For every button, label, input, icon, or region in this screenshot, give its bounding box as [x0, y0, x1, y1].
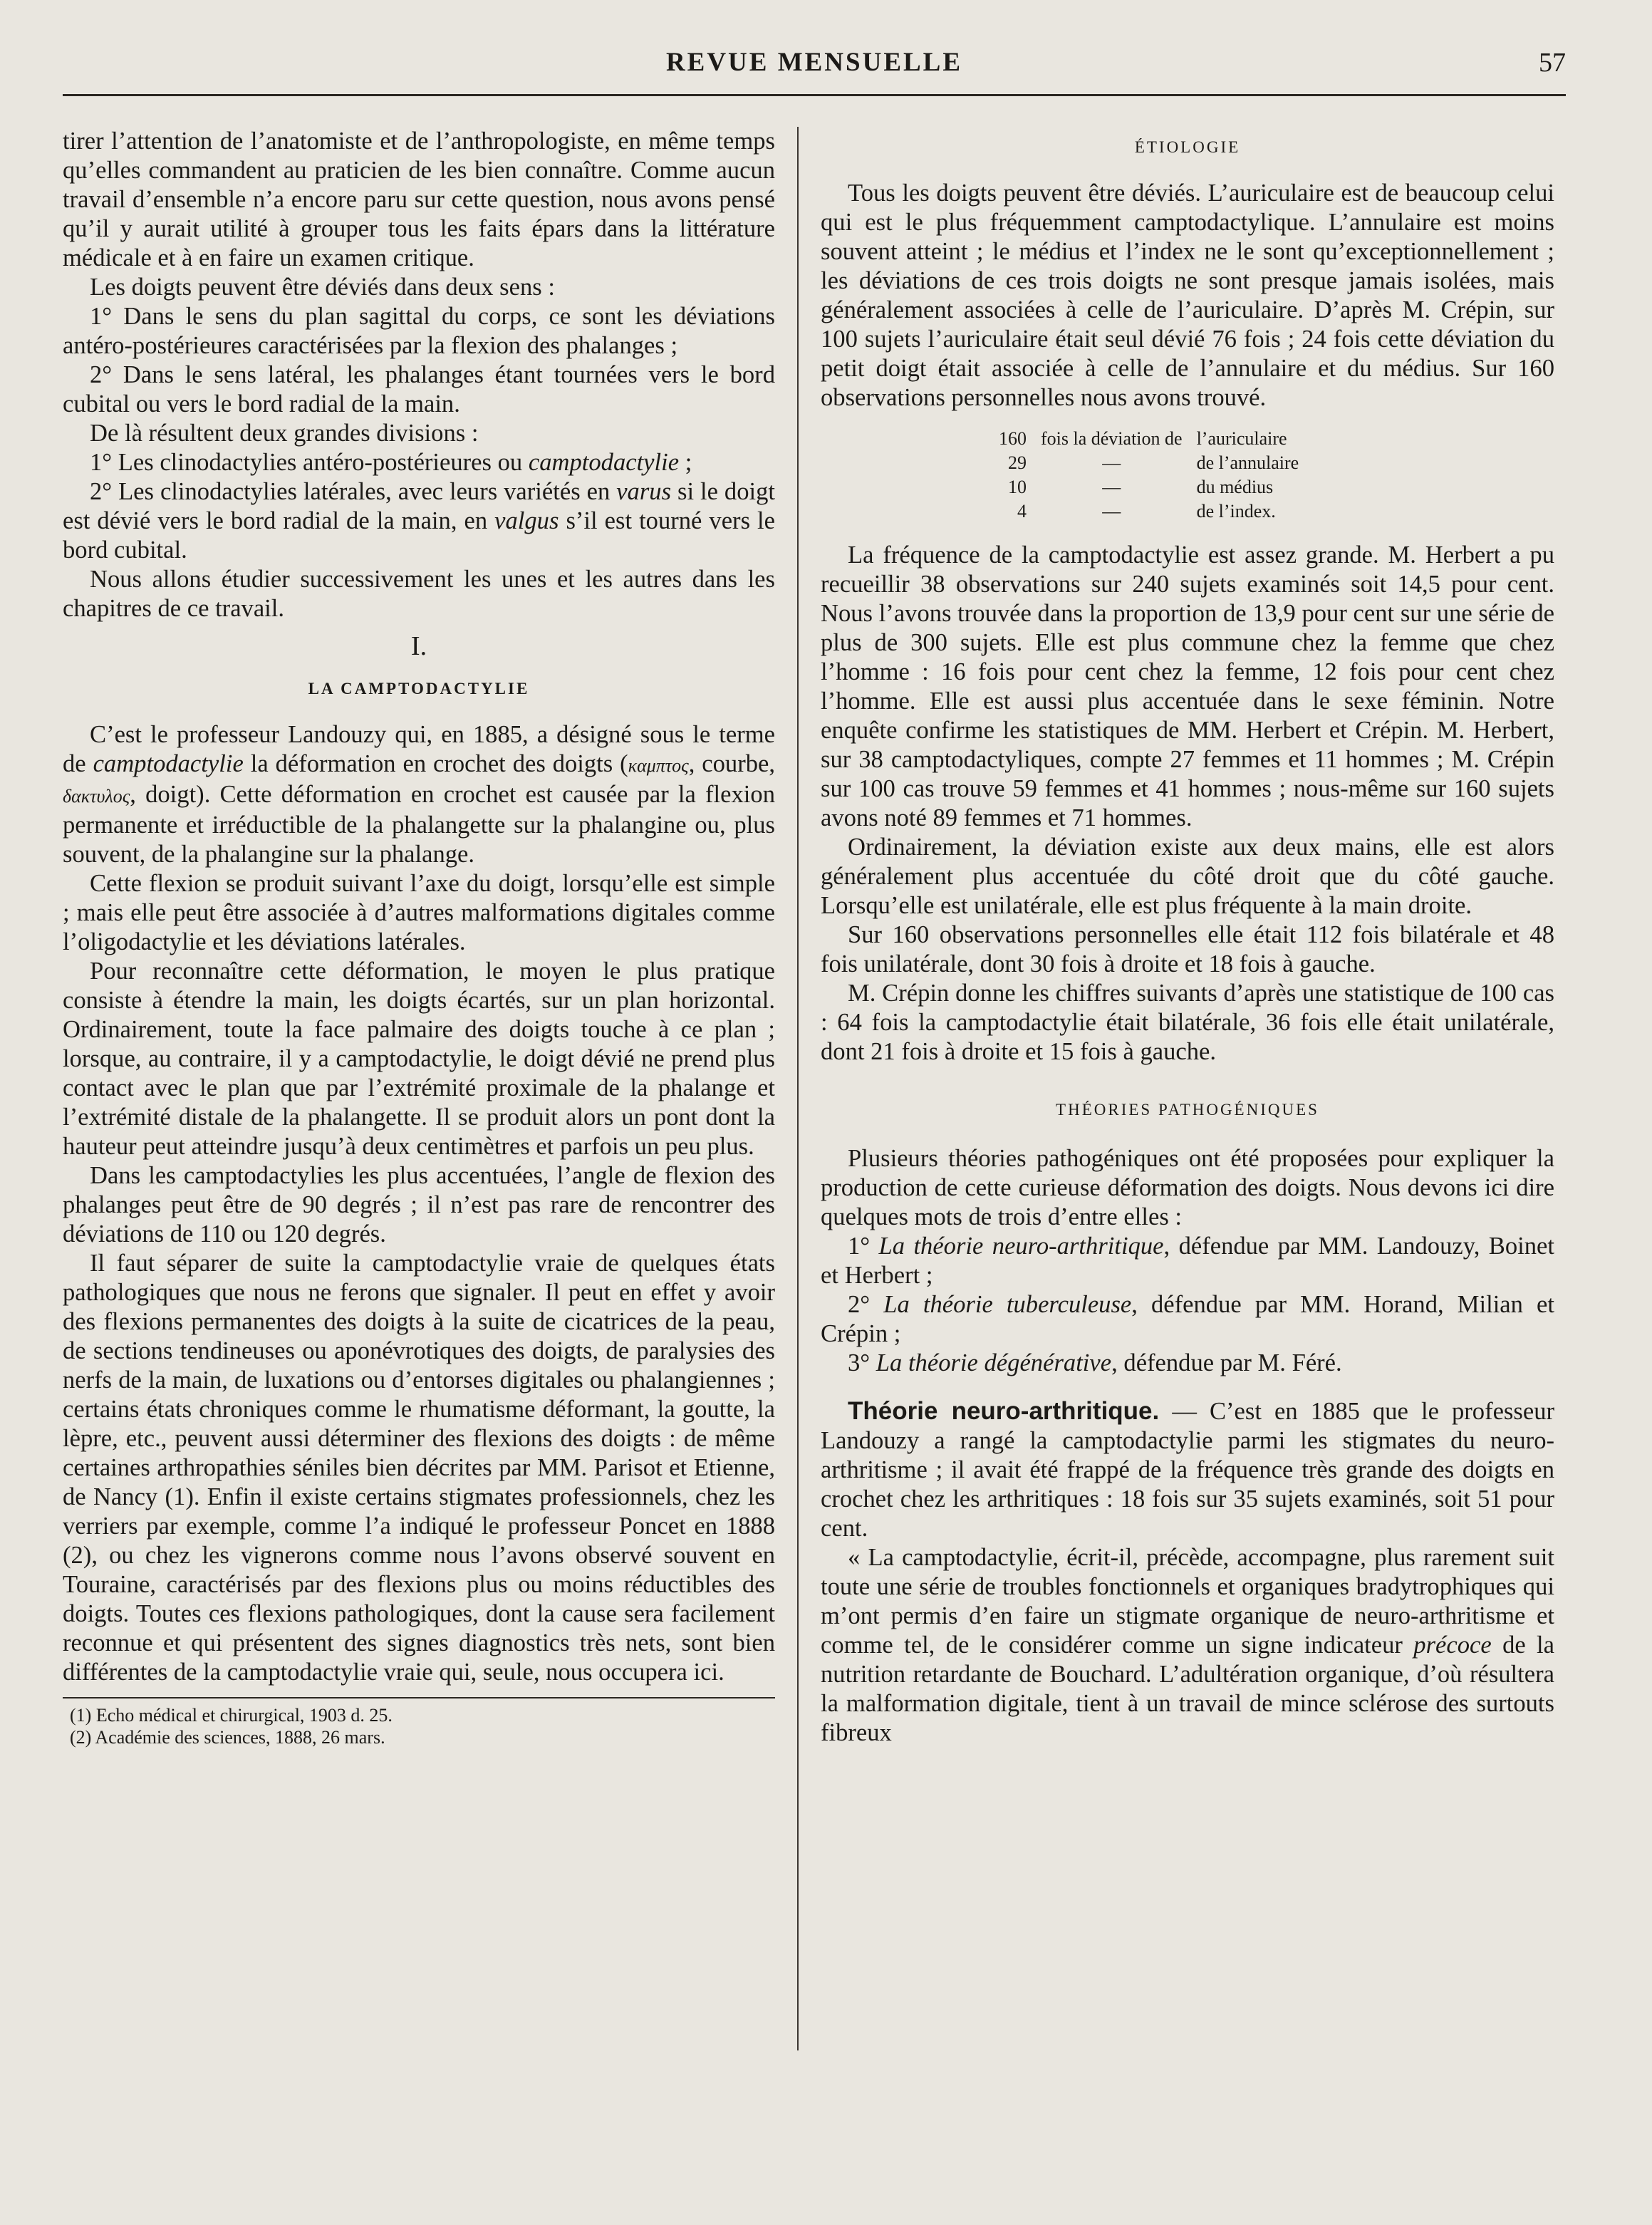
section-heading [63, 632, 775, 661]
section-title: LA CAMPTODACTYLIE [308, 680, 530, 697]
paragraph: Il faut séparer de suite la camptodactylie vraie de quelques états pathologiques que nous ne ferons que signaler. Il peut en effet y avoir des flexions permanentes des doigts à la suite de cicatrices de la peau, de sections tendineuses ou aponévrotiques des doigts, de paralysies des nerfs de la main, de luxations ou d’entorses digitales ou phalangiennes ; certains états chroniques comme le rhumatisme déformant, la goutte, la lèpre, etc., peuvent aussi déterminer des flexions des doigts : de même certaines arthropathies séniles bien décrites par MM. Parisot et Etienne, de Nancy (1). Enfin il existe certains stigmates professionnels, chez les verriers par exemple, comme l’a indiqué le professeur Poncet en 1888 (2), ou chez les vignerons comme nous l’avons observé souvent en Touraine, caractérisés par des flexions plus ou moins réductibles des doigts. Toutes ces flexions pathologiques, dont la cause sera facilement reconnue et qui présentent des signes diagnostics très nets, sont bien différentes de la camptodactylie vraie qui, seule, nous occupera ici. [63, 1250, 775, 1686]
spacer [821, 1378, 1554, 1396]
paragraph [821, 1396, 1554, 1543]
paragraph: Dans les camptodactylies les plus accentuées, l’angle de flexion des phalanges peut être de 90 degrés ; il n’est pas rare de rencontrer des déviations de 110 ou 120 degrés. [63, 1162, 775, 1248]
paragraph: 2° Dans le sens latéral, les phalanges étant tournées vers le bord cubital ou vers le bord radial de la main. [63, 361, 775, 417]
text: 2° Les clinodactylies latérales, avec leurs variétés en [90, 478, 617, 505]
statistics-body [992, 427, 1306, 524]
statistics-label: — [1102, 501, 1121, 522]
section-title: ÉTIOLOGIE [1134, 138, 1241, 156]
statistics-target: de l’index. [1196, 501, 1276, 522]
paragraph: La fréquence de la camptodactylie est assez grande. M. Herbert a pu recueillir 38 observations sur 240 sujets examinés soit 14,5 pour cent. Nous l’avons trouvée dans la proportion de 13,9 pour cent sur une série de plus de 300 sujets. Elle est plus commune chez la femme que chez l’homme : 16 fois pour cent chez la femme, 12 fois pour cent chez l’homme. Elle est aussi plus accentuée dans le sexe féminin. Notre enquête confirme les statistiques de MM. Herbert et Crépin. M. Herbert, sur 38 camptodactyliques, compte 27 femmes et 11 hommes ; M. Crépin sur 100 cas trouve 59 femmes et 41 hommes ; nous-même sur 160 sujets avons noté 89 femmes et 71 hommes. [821, 541, 1554, 831]
statistics-row [992, 499, 1306, 524]
paragraph: Ordinairement, la déviation existe aux deux mains, elle est alors généralement plus accentuée du côté droit que du côté gauche. Lorsqu’elle est unilatérale, elle est plus fréquente à la main droite. [821, 834, 1554, 919]
statistics-count: 10 [1008, 477, 1027, 497]
paragraph: Plusieurs théories pathogéniques ont été proposées pour expliquer la production de cette curieuse déformation des doigts. Nous devons ici dire quelques mots de trois d’entre elles : [821, 1145, 1554, 1230]
statistics-label: — [1102, 477, 1121, 497]
statistics-count: 160 [999, 428, 1027, 449]
section-number: I. [410, 631, 427, 661]
column-divider [797, 127, 799, 2050]
statistics-label: fois la déviation de [1041, 428, 1183, 449]
term: varus [616, 478, 672, 505]
list-item [821, 1290, 1554, 1349]
paragraph: Tous les doigts peuvent être déviés. L’auriculaire est de beaucoup celui qui est le plus fréquemment camptodactylique. L’annulaire est moins souvent atteint ; le médius et l’index ne le sont qu’exceptionnellement ; les déviations de ces trois doigts ne sont presque jamais isolées, mais généralement associées à celle de l’auriculaire. D’après M. Crépin, sur 100 sujets l’auriculaire était seul dévié 76 fois ; 24 fois cette déviation du petit doigt était associée à celle de l’annulaire et du médius. Sur 160 observations personnelles nous avons trouvé. [821, 180, 1554, 411]
list-item [821, 1232, 1554, 1290]
statistics-table [992, 427, 1306, 524]
statistics-target: l’auriculaire [1196, 428, 1287, 449]
list-number: 1° [848, 1233, 871, 1260]
text: — C’est en 1885 que le professeur Landouzy a rangé la camptodactylie parmi les stigmates du neuro-arthritisme ; il avait été frappé de la fréquence très grande des doigts en crochet chez les arthritiques : 18 fois sur 35 sujets examinés, soit 51 pour cent. [821, 1398, 1555, 1542]
subsection-heading: Théorie neuro-arthritique. [848, 1397, 1160, 1425]
footnote: (1) Echo médical et chirurgical, 1903 d. 25. [70, 1705, 393, 1726]
text: de la nutrition retardante de Bouchard. L’adultération organique, d’où résultera la malformation digitale, tient à un travail de mince sclérose des surtouts fibreux [821, 1632, 1554, 1746]
statistics-target: de l’annulaire [1196, 452, 1299, 473]
paragraph: M. Crépin donne les chiffres suivants d’après une statistique de 100 cas : 64 fois la camptodactylie était bilatérale, 36 fois elle était unilatérale, dont 21 fois à droite et 15 fois à gauche. [821, 980, 1554, 1065]
text: ; [679, 449, 692, 476]
footnote-rule [63, 1697, 775, 1698]
paragraph: tirer l’attention de l’anatomiste et de l’anthropologiste, en même temps qu’elles commandent au praticien de les bien connaître. Comme aucun travail d’ensemble n’a encore paru sur cette question, nous avons pensé qu’il y aurait utilité à grouper tous les faits épars dans la littérature médicale et à en faire un examen critique. [63, 128, 775, 271]
paragraph: Les doigts peuvent être déviés dans deux sens : [90, 274, 555, 301]
greek-word: καμπτος [628, 755, 689, 776]
statistics-target: du médius [1196, 477, 1274, 497]
paragraph: 1° Dans le sens du plan sagittal du corps, ce sont les déviations antéro-postérieures caractérisées par la flexion des phalanges ; [63, 303, 775, 359]
footnote: (2) Académie des sciences, 1888, 26 mars. [70, 1727, 385, 1748]
greek-word: δακτυλος [63, 786, 130, 807]
statistics-row [992, 451, 1306, 475]
list-item [821, 1349, 1554, 1378]
term: camptodactylie [93, 750, 244, 777]
text: , courbe, [688, 750, 776, 777]
paragraph [63, 448, 775, 477]
section-title: THÉORIES PATHOGÉNIQUES [1056, 1101, 1319, 1119]
paragraph [821, 1543, 1554, 1748]
list-number: 3° [848, 1349, 871, 1376]
statistics-label: — [1102, 452, 1121, 473]
text: , doigt). Cette déformation en crochet est causée par la flexion permanente et irréductible de la phalangette sur la phalangine ou, plus souvent, de la phalangine sur la phalange. [63, 781, 775, 868]
paragraph: Cette flexion se produit suivant l’axe du doigt, lorsqu’elle est simple ; mais elle peut être associée à d’autres malformations digitales comme l’oligodactylie et les déviations latérales. [63, 870, 775, 955]
statistics-row [992, 475, 1306, 499]
header-rule [63, 94, 1566, 96]
left-column [63, 127, 775, 1748]
running-header [63, 47, 1566, 90]
term: La théorie dégénérative [876, 1349, 1112, 1376]
paragraph: Pour reconnaître cette déformation, le moyen le plus pratique consiste à étendre la main, les doigts écartés, sur un plan horizontal. Ordinairement, toute la face palmaire des doigts touche à ce plan ; lorsque, au contraire, il y a camptodactylie, le doigt dévié ne prend plus contact avec le plan que par l’extrémité proximale de la phalange et l’extrémité distale de la phalangette. Il se produit alors un pont dont la hauteur peut atteindre jusqu’à deux centimètres et parfois un peu plus. [63, 958, 775, 1160]
paragraph [63, 477, 775, 565]
term: camptodactylie [528, 449, 680, 476]
term: valgus [494, 507, 559, 534]
page-number: 57 [1539, 48, 1566, 78]
text: C’est le professeur Landouzy qui, en 1885, a désigné sous le terme de [63, 721, 775, 777]
statistics-row [992, 427, 1306, 451]
text: la déformation en crochet des doigts ( [243, 750, 628, 777]
text: « La camptodactylie, écrit-il, précède, accompagne, plus rarement suit toute une série de troubles fonctionnels et organiques bradytrophiques qui m’ont permis d’en faire un stigmate organique de neuro-arthritisme et comme tel, de le considérer comme un signe indicateur [821, 1544, 1554, 1659]
term: La théorie neuro-arthritique [878, 1233, 1164, 1260]
journal-title: REVUE MENSUELLE [665, 48, 963, 77]
paragraph: Nous allons étudier successivement les unes et les autres dans les chapitres de ce travail. [63, 566, 775, 622]
text: , défendue par M. Féré. [1111, 1349, 1342, 1376]
term: La théorie tuberculeuse [883, 1291, 1132, 1318]
text: s’il est tourné vers le bord cubital. [63, 507, 776, 564]
text: , défendue par MM. Horand, Milian et Crépin ; [821, 1291, 1554, 1347]
paragraph: Sur 160 observations personnelles elle était 112 fois bilatérale et 48 fois unilatérale, dont 30 fois à droite et 18 fois à gauche. [821, 921, 1554, 977]
text: si le doigt est dévié vers le bord radial de la main, en [63, 478, 775, 534]
statistics-count: 4 [1017, 501, 1027, 522]
text: 1° Les clinodactylies antéro-postérieures ou [90, 449, 529, 476]
paragraph [63, 720, 775, 869]
right-column [821, 127, 1554, 1748]
statistics-count: 29 [1008, 452, 1027, 473]
term: précoce [1413, 1632, 1492, 1659]
list-number: 2° [848, 1291, 871, 1318]
text: , défendue par MM. Landouzy, Boinet et Herbert ; [821, 1233, 1555, 1289]
paragraph: De là résultent deux grandes divisions : [90, 420, 479, 447]
